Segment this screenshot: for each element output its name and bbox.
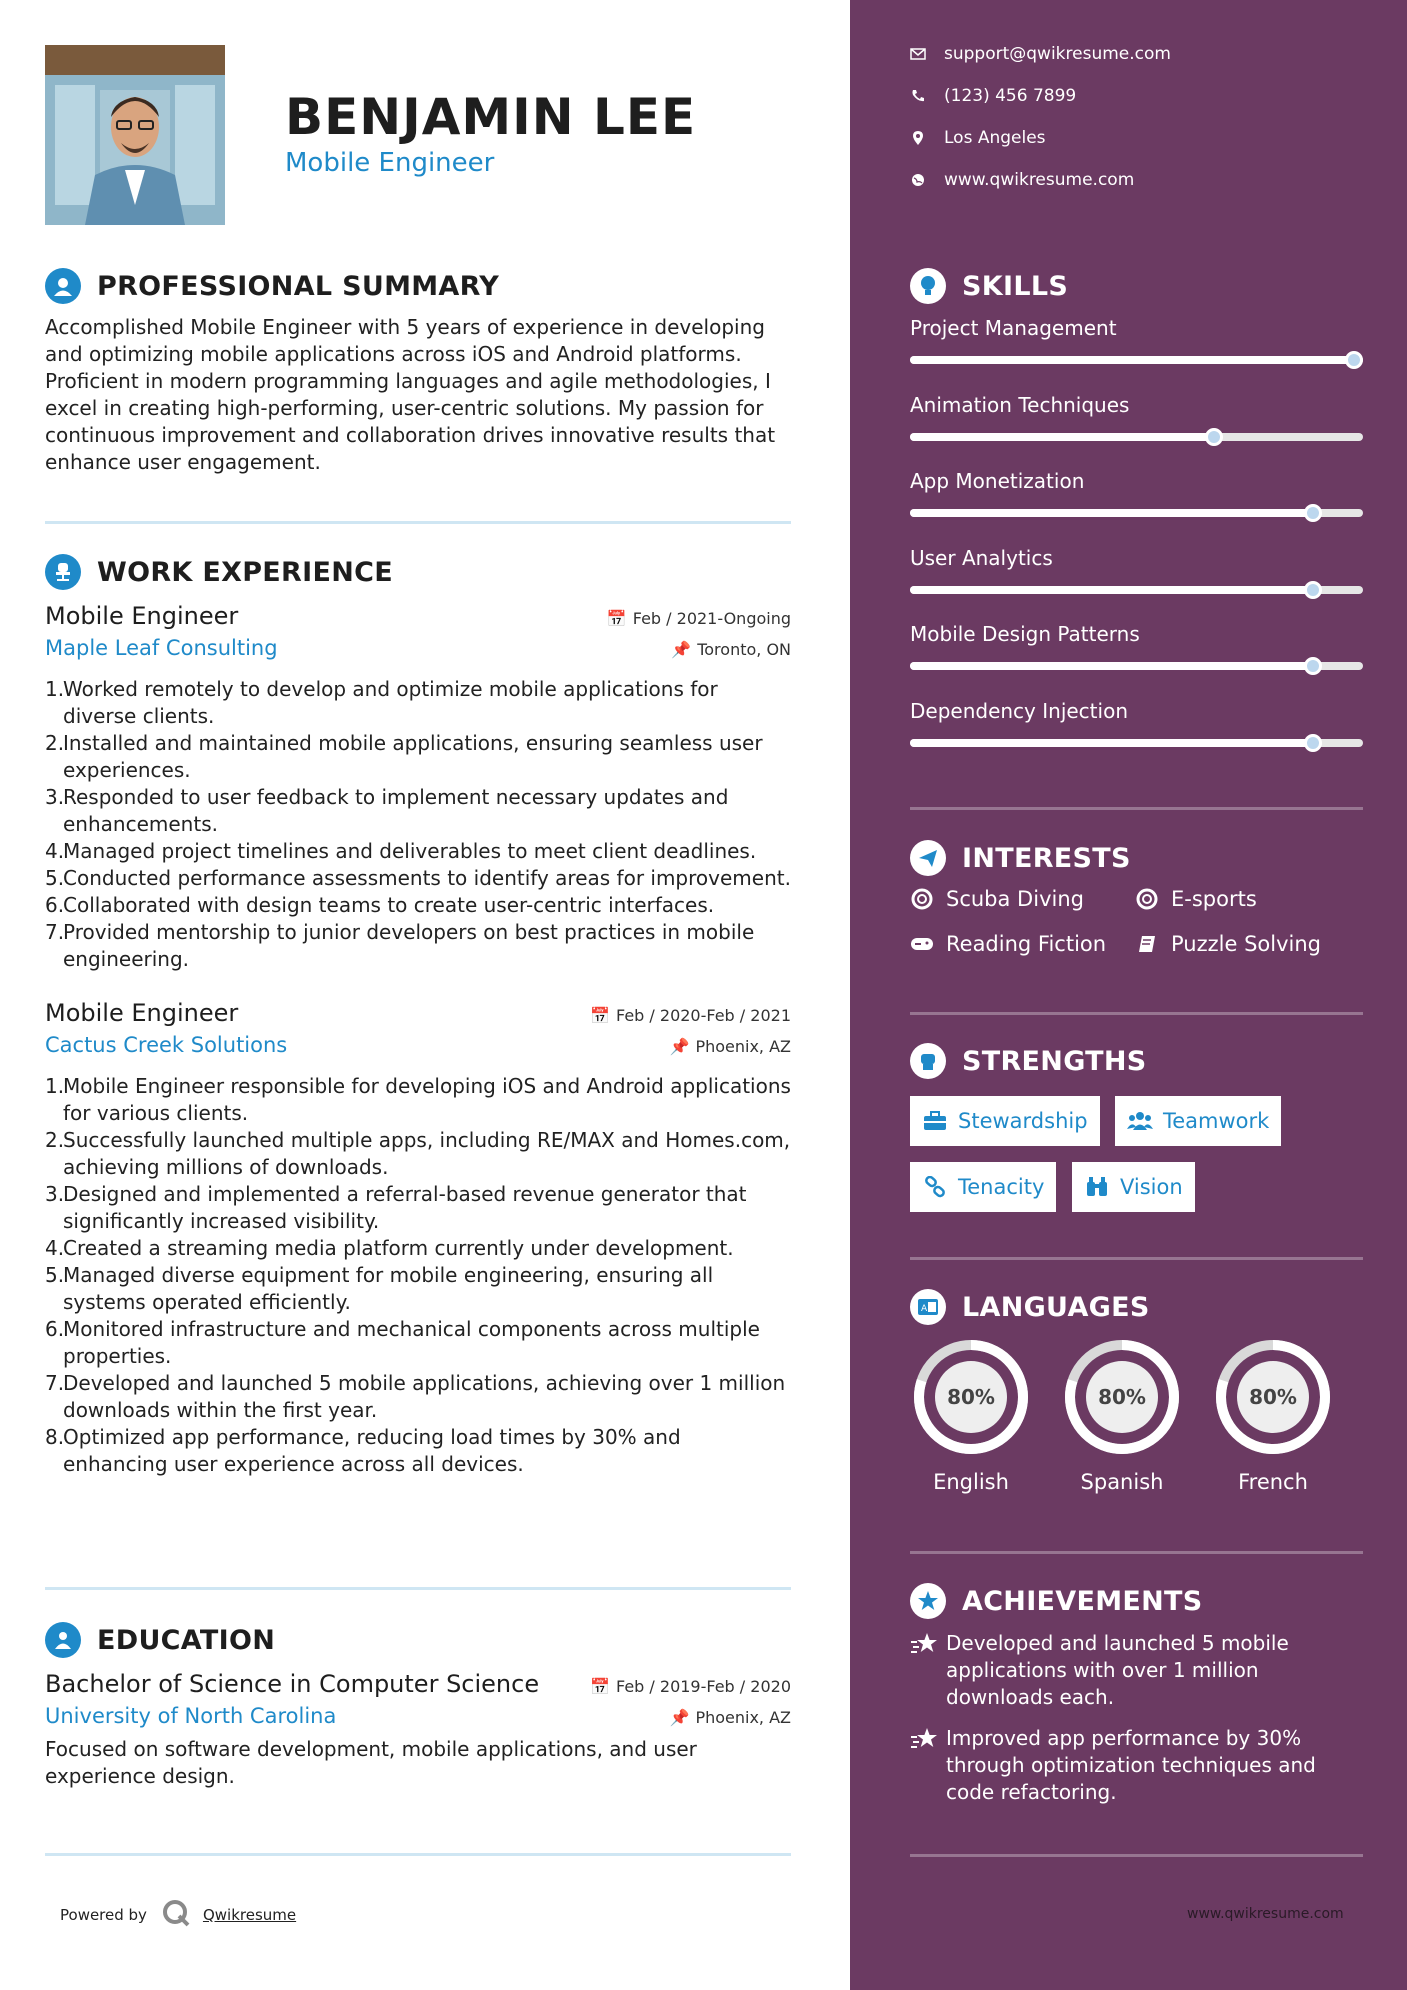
- calendar-icon: 📅: [590, 1006, 610, 1025]
- interest-item: E-sports: [1135, 887, 1257, 911]
- list-item: 1. Worked remotely to develop and optimize mobile applications for diverse clients.: [45, 677, 718, 728]
- language-percent: 80%: [947, 1385, 995, 1409]
- education-section: [45, 1620, 791, 1790]
- school: University of North Carolina: [45, 1704, 337, 1728]
- list-item: 5. Managed diverse equipment for mobile engineering, ensuring all systems operated efficiently.: [45, 1263, 714, 1314]
- list-item: 2. Successfully launched multiple apps, including RE/MAX and Homes.com, achieving millions of downloads.: [45, 1128, 791, 1179]
- experience-title: WORK EXPERIENCE: [97, 556, 393, 588]
- star-icon: [910, 1630, 946, 1711]
- calendar-icon: 📅: [590, 1677, 610, 1696]
- list-item: 6. Monitored infrastructure and mechanical components across multiple properties.: [45, 1317, 760, 1368]
- graduation-cap-icon: [45, 1622, 81, 1658]
- language-percent: 80%: [1098, 1385, 1146, 1409]
- achievements-title: ACHIEVEMENTS: [962, 1585, 1203, 1617]
- language-name: French: [1238, 1470, 1308, 1494]
- link-icon: [922, 1174, 948, 1200]
- job-entry: [45, 602, 791, 973]
- job-date: Feb / 2021-Ongoing: [632, 609, 791, 628]
- sidebar: [850, 0, 1407, 1990]
- envelope-icon: [910, 46, 926, 62]
- divider: [910, 807, 1363, 810]
- strength-badge: Teamwork: [1115, 1096, 1281, 1146]
- language-ring: [910, 1336, 1032, 1458]
- strength-badge: Tenacity: [910, 1162, 1056, 1212]
- list-item: 5. Conducted performance assessments to identify areas for improvement.: [45, 866, 791, 890]
- language-item: [1212, 1336, 1334, 1494]
- divider: [45, 1587, 791, 1590]
- skill-knob: [1304, 504, 1322, 522]
- candidate-name: BENJAMIN LEE: [285, 88, 697, 146]
- fist-icon: [910, 1043, 946, 1079]
- translate-icon: [910, 1289, 946, 1325]
- skill-fill: [910, 356, 1363, 364]
- job-company: Cactus Creek Solutions: [45, 1033, 288, 1057]
- skill-label: User Analytics: [910, 545, 1053, 570]
- skills-header: [910, 268, 1068, 304]
- profile-photo: [45, 45, 225, 225]
- summary-section: [45, 266, 791, 476]
- life-ring-icon: [1135, 887, 1159, 911]
- skill-bar: [910, 509, 1363, 517]
- candidate-role: Mobile Engineer: [285, 148, 495, 178]
- skill-item: [910, 469, 1363, 493]
- job-title: Mobile Engineer: [45, 602, 239, 630]
- skill-bar: [910, 433, 1363, 441]
- footer-website[interactable]: www.qwikresume.com: [1187, 1906, 1344, 1922]
- skill-bar: [910, 662, 1363, 670]
- contact-location: Los Angeles: [910, 128, 1046, 148]
- language-item: [1061, 1336, 1183, 1494]
- contact-website[interactable]: www.qwikresume.com: [910, 170, 1134, 190]
- skill-fill: [910, 739, 1313, 747]
- user-icon: [45, 268, 81, 304]
- job-company: Maple Leaf Consulting: [45, 636, 278, 660]
- language-name: Spanish: [1080, 1470, 1164, 1494]
- list-item: 1. Mobile Engineer responsible for developing iOS and Android applications for various clients.: [45, 1074, 791, 1125]
- skill-bar: [910, 356, 1363, 364]
- divider: [910, 1257, 1363, 1260]
- globe-icon: [910, 172, 926, 188]
- interests-header: [910, 840, 1131, 876]
- strengths-header: [910, 1043, 1147, 1079]
- users-icon: [1127, 1108, 1153, 1134]
- list-item: 7. Provided mentorship to junior developers on best practices in mobile engineering.: [45, 920, 755, 971]
- divider: [45, 521, 791, 524]
- strength-badge: Stewardship: [910, 1096, 1100, 1146]
- experience-section: [45, 552, 791, 1478]
- education-text: Focused on software development, mobile applications, and user experience design.: [45, 1737, 697, 1788]
- skill-fill: [910, 586, 1313, 594]
- divider: [910, 1012, 1363, 1015]
- list-item: 3. Responded to user feedback to implement necessary updates and enhancements.: [45, 785, 729, 836]
- calendar-icon: 📅: [606, 609, 627, 628]
- skill-item: [910, 546, 1363, 570]
- divider: [910, 1551, 1363, 1554]
- skill-fill: [910, 509, 1313, 517]
- list-item: 8. Optimized app performance, reducing load times by 30% and enhancing user experience across all devices.: [45, 1425, 681, 1476]
- job-entry: [45, 999, 791, 1478]
- contact-phone[interactable]: (123) 456 7899: [910, 86, 1076, 106]
- pin-icon: 📌: [669, 1037, 690, 1056]
- degree: Bachelor of Science in Computer Science: [45, 1670, 540, 1698]
- brand-link[interactable]: Qwikresume: [202, 1906, 297, 1924]
- skill-knob: [1345, 351, 1363, 369]
- strength-badge: Vision: [1072, 1162, 1195, 1212]
- job-date: Feb / 2020-Feb / 2021: [616, 1006, 791, 1025]
- star-icon: [910, 1583, 946, 1619]
- skill-fill: [910, 662, 1313, 670]
- education-location: Phoenix, AZ: [695, 1708, 791, 1727]
- strengths-title: STRENGTHS: [962, 1045, 1147, 1077]
- skill-label: App Monetization: [910, 469, 1085, 493]
- skill-bar: [910, 739, 1363, 747]
- interests-title: INTERESTS: [962, 842, 1131, 874]
- skill-item: [910, 393, 1363, 417]
- skill-item: [910, 316, 1363, 340]
- interest-item: Puzzle Solving: [1135, 932, 1321, 956]
- divider: [45, 1853, 791, 1856]
- chair-icon: [45, 554, 81, 590]
- skills-title: SKILLS: [962, 270, 1069, 302]
- languages-header: [910, 1289, 1150, 1325]
- book-icon: [1135, 932, 1159, 956]
- list-item: 4. Managed project timelines and deliverables to meet client deadlines.: [45, 839, 757, 863]
- summary-title: PROFESSIONAL SUMMARY: [97, 270, 500, 302]
- achievement-item: Developed and launched 5 mobile applications with over 1 million downloads each.: [910, 1630, 1363, 1711]
- job-title: Mobile Engineer: [45, 999, 239, 1027]
- language-item: [910, 1336, 1032, 1494]
- job-location: Phoenix, AZ: [695, 1037, 791, 1056]
- gamepad-icon: [910, 932, 934, 956]
- star-icon: [910, 1725, 946, 1806]
- briefcase-icon: [922, 1108, 948, 1134]
- svg-text:A: A: [921, 1304, 928, 1314]
- powered-by-text: Powered by: [60, 1906, 147, 1924]
- pin-icon: 📌: [671, 640, 692, 659]
- skill-knob: [1304, 734, 1322, 752]
- list-item: 6. Collaborated with design teams to create user-centric interfaces.: [45, 893, 715, 917]
- skill-item: [910, 699, 1363, 723]
- skill-knob: [1304, 581, 1322, 599]
- skill-item: [910, 622, 1363, 646]
- skill-bar: [910, 586, 1363, 594]
- language-name: English: [933, 1470, 1009, 1494]
- education-date: Feb / 2019-Feb / 2020: [616, 1677, 791, 1696]
- job-location: Toronto, ON: [697, 640, 791, 659]
- skill-label: Mobile Design Patterns: [910, 622, 1140, 646]
- footer-powered-by: [60, 1898, 296, 1932]
- language-ring: [1061, 1336, 1183, 1458]
- duty-list: [45, 676, 791, 973]
- skill-label: Dependency Injection: [910, 698, 1128, 723]
- list-item: 2. Installed and maintained mobile applications, ensuring seamless user experiences.: [45, 731, 763, 782]
- languages-title: LANGUAGES: [962, 1291, 1150, 1323]
- lightbulb-icon: [910, 268, 946, 304]
- achievements-header: [910, 1583, 1203, 1619]
- skill-label: Project Management: [910, 316, 1117, 340]
- achievement-item: Improved app performance by 30% through optimization techniques and code refactoring.: [910, 1725, 1363, 1806]
- phone-icon: [910, 88, 926, 104]
- language-percent: 80%: [1249, 1385, 1297, 1409]
- life-ring-icon: [910, 887, 934, 911]
- language-ring: [1212, 1336, 1334, 1458]
- duty-list: [45, 1073, 791, 1478]
- binoculars-icon: [1084, 1174, 1110, 1200]
- skill-knob: [1304, 657, 1322, 675]
- list-item: 7. Developed and launched 5 mobile applications, achieving over 1 million downloads within the first year.: [45, 1371, 786, 1422]
- list-item: 4. Created a streaming media platform currently under development.: [45, 1236, 734, 1260]
- pin-icon: 📌: [669, 1708, 690, 1727]
- map-marker-icon: [910, 130, 926, 146]
- summary-text: Accomplished Mobile Engineer with 5 years of experience in developing and optimizing mobile applications across iOS and Android platforms. Proficient in modern programming languages and agile methodologies, I excel in creating high-performing, user-centric solutions. My passion for continuous improvement and collaboration drives innovative results that enhance user engagement.: [45, 315, 776, 474]
- qwikresume-logo-icon: [161, 1898, 191, 1932]
- skill-fill: [910, 433, 1214, 441]
- interest-item: Reading Fiction: [910, 932, 1106, 956]
- divider: [910, 1854, 1363, 1857]
- education-title: EDUCATION: [97, 1624, 276, 1656]
- paper-plane-icon: [910, 840, 946, 876]
- interest-item: Scuba Diving: [910, 887, 1084, 911]
- contact-email[interactable]: support@qwikresume.com: [910, 44, 1171, 64]
- skill-label: Animation Techniques: [910, 392, 1130, 417]
- skill-knob: [1205, 428, 1223, 446]
- list-item: 3. Designed and implemented a referral-based revenue generator that significantly increased visibility.: [45, 1182, 747, 1233]
